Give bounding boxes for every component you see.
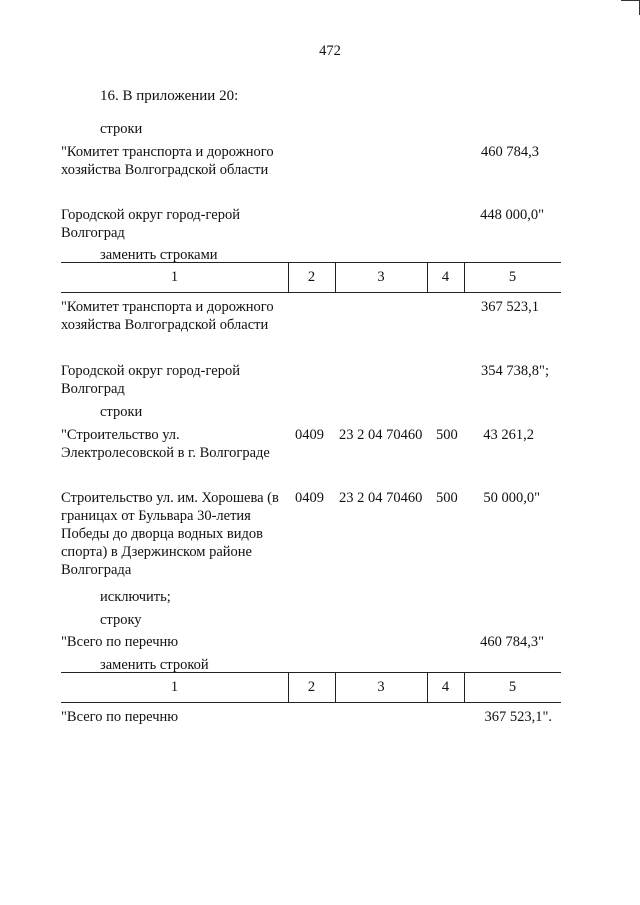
total-old-amount: 460 784,3" [480, 634, 544, 650]
excluded-row-2-code: 23 2 04 70460 [339, 490, 423, 506]
exclude-label: исключить; [100, 589, 171, 605]
header-col-3: 3 [377, 269, 385, 285]
total-new-amount: 367 523,1". [484, 709, 552, 725]
header-col-2: 2 [307, 269, 316, 285]
old-lines-label: строки [100, 121, 143, 137]
header-col-5: 5 [508, 269, 517, 285]
header-col-4: 4 [441, 269, 450, 285]
total-old-name: "Всего по перечню [61, 634, 179, 650]
new-row-1-amount: 367 523,1 [481, 299, 539, 315]
header2-col-4: 4 [441, 679, 450, 695]
excluded-row-2-amount: 50 000,0" [483, 490, 540, 506]
replace-one-label: заменить строкой [100, 657, 209, 673]
excluded-row-2-section: 0409 [295, 490, 324, 506]
section-heading: 16. В приложении 20: [100, 88, 239, 104]
excluded-row-1-section: 0409 [295, 427, 324, 443]
old-row-2-amount: 448 000,0" [480, 207, 544, 223]
replace-label: заменить строками [100, 247, 218, 263]
excluded-row-2-type: 500 [436, 490, 458, 506]
header2-col-5: 5 [508, 679, 517, 695]
excluded-row-1-amount: 43 261,2 [483, 427, 534, 443]
total-new-name: "Всего по перечню [61, 709, 179, 725]
header-col-1: 1 [170, 269, 179, 285]
lines-label-2: строки [100, 404, 143, 420]
old-row-2-name: Городской округ город-герой Волгоград [61, 207, 240, 241]
excluded-row-2-name: Строительство ул. им. Хорошева (в границах от Бульвара 30-летия Победы до дворца водных видов спорта) в Дзержинском районе Волгограда [61, 490, 279, 578]
new-row-1-name: "Комитет транспорта и дорожного хозяйства Волгоградской области [61, 299, 274, 333]
page-number: 472 [319, 43, 341, 59]
header2-col-2: 2 [307, 679, 316, 695]
excluded-row-1-name: "Строительство ул. Электролесовской в г. Волгограде [61, 427, 270, 461]
new-row-2-name: Городской округ город-герой Волгоград [61, 363, 240, 397]
new-row-2-amount: 354 738,8"; [481, 363, 549, 379]
excluded-row-1-type: 500 [436, 427, 458, 443]
excluded-row-1-code: 23 2 04 70460 [339, 427, 423, 443]
header2-col-3: 3 [377, 679, 385, 695]
old-row-1-amount: 460 784,3 [481, 144, 539, 160]
old-row-1-name: "Комитет транспорта и дорожного хозяйства Волгоградской области [61, 144, 274, 178]
line-label: строку [100, 612, 142, 628]
header2-col-1: 1 [170, 679, 179, 695]
page-corner-mark [621, 0, 640, 15]
